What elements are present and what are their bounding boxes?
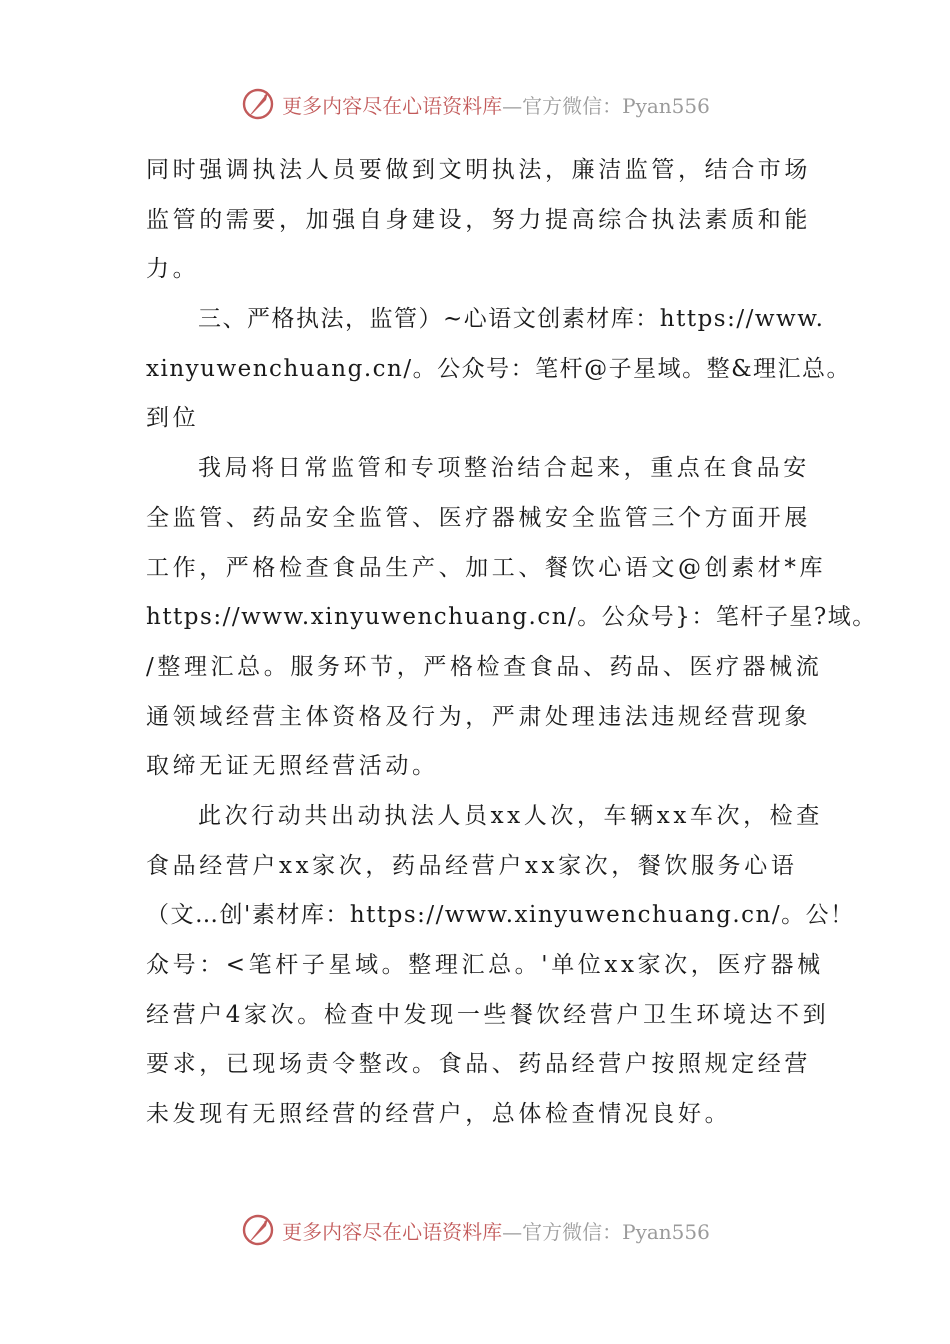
body-line: 此次行动共出动执法人员xx人次，车辆xx车次，检查: [198, 802, 823, 829]
quill-pen-logo-icon: [240, 86, 276, 122]
footer-watermark-banner: [0, 1208, 950, 1252]
quill-pen-logo-icon: [240, 1212, 276, 1248]
body-line: 要求，已现场责令整改。食品、药品经营户按照规定经营: [146, 1051, 811, 1078]
body-line: 众号：<笔杆子星域。整理汇总。'单位xx家次，医疗器械: [146, 952, 824, 978]
body-line: 工作，严格检查食品生产、加工、餐饮心语文@创素材*库: [146, 554, 827, 581]
body-line: 同时强调执法人员要做到文明执法，廉洁监管，结合市场: [146, 157, 811, 183]
body-line: 我局将日常监管和专项整治结合起来，重点在食品安: [198, 455, 810, 482]
body-line: 经营户4家次。检查中发现一些餐饮经营户卫生环境达不到: [146, 1001, 830, 1028]
body-line: （文…创'素材库：https://www.xinyuwenchuang.cn/。公！: [146, 902, 855, 929]
body-line: 未发现有无照经营的经营户，总体检查情况良好。: [146, 1101, 732, 1128]
banner-text: 更多内容尽在心语资料库—官方微信：Pyan556: [282, 93, 710, 118]
body-line: 监管的需要，加强自身建设，努力提高综合执法素质和能: [146, 206, 811, 233]
body-line: 力。: [146, 256, 200, 283]
document-body: [146, 146, 877, 1140]
body-line: 取缔无证无照经营活动。: [146, 753, 439, 780]
body-line: https://www.xinyuwenchuang.cn/。公众号}：笔杆子星?域。: [146, 604, 877, 631]
body-line: /整理汇总。服务环节，严格检查食品、药品、医疗器械流: [146, 653, 823, 680]
body-line: 全监管、药品安全监管、医疗器械安全监管三个方面开展: [146, 504, 811, 531]
body-line: 三、严格执法，监管）~心语文创素材库：https://www.: [198, 306, 825, 333]
header-watermark-banner: [0, 82, 950, 126]
body-line: xinyuwenchuang.cn/。公众号：笔杆@子星域。整&理汇总。: [146, 355, 852, 382]
banner-text: 更多内容尽在心语资料库—官方微信：Pyan556: [282, 1219, 710, 1244]
body-line: 到位: [146, 405, 200, 432]
body-line: 通领域经营主体资格及行为，严肃处理违法违规经营现象: [146, 703, 811, 730]
body-line: 食品经营户xx家次，药品经营户xx家次，餐饮服务心语: [146, 852, 798, 879]
